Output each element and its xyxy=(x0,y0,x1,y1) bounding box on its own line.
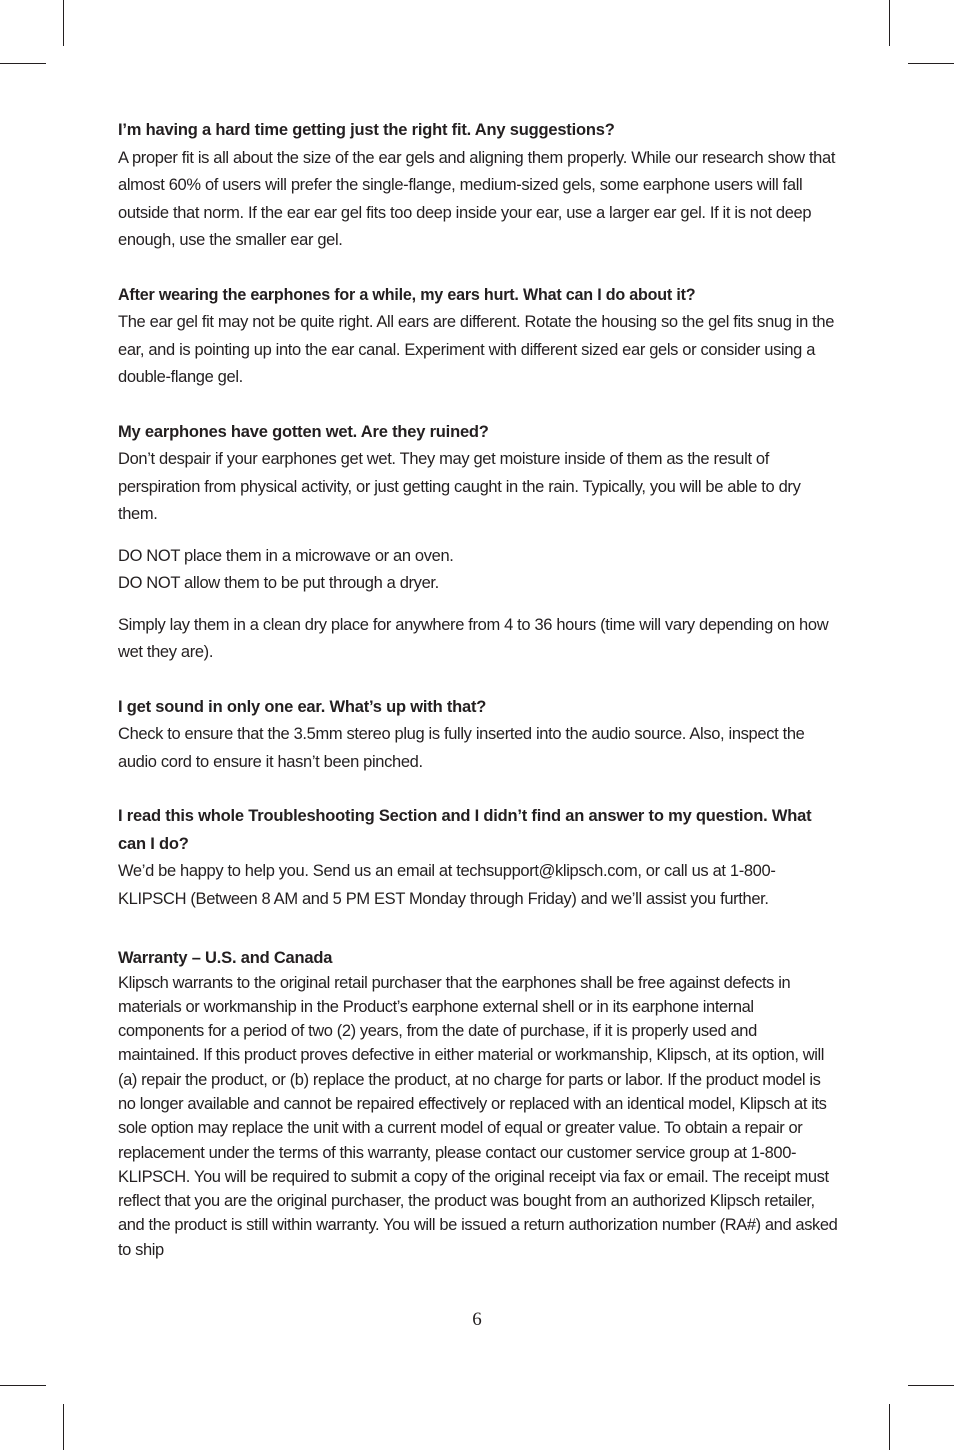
warning-line: DO NOT allow them to be put through a dryer. xyxy=(118,574,439,592)
faq-wet xyxy=(118,419,840,667)
page-content xyxy=(118,117,840,1262)
faq-fit xyxy=(118,117,840,255)
faq-answer: We’d be happy to help you. Send us an email at techsupport@klipsch.com, or call us at 1-800-KLIPSCH (Between 8 AM and 5 PM EST Monday through Friday) and we’ll assist you further. xyxy=(118,862,776,908)
warranty-section xyxy=(118,946,840,1262)
faq-no-answer xyxy=(118,803,840,913)
crop-mark-bottom-right-vertical xyxy=(889,1404,890,1450)
warranty-body: Klipsch warrants to the original retail purchaser that the earphones shall be free against defects in materials or workmanship in the Product’s earphone external shell or in its earphone internal components for a period of two (2) years, from the date of purchase, if it is properly used and maintained. If this product proves defective in either material or workmanship, Klipsch, at its option, will (a) repair the product, or (b) replace the product, at no charge for parts or labor. If the product model is no longer available and cannot be repaired effectively or replaced with an identical model, Klipsch at its sole option may replace the unit with a current model of equal or greater value. To obtain a repair or replacement under the terms of this warranty, please contact our customer service group at 1-800-KLIPSCH. You will be required to submit a copy of the original receipt via fax or email. The receipt must reflect that you are the original purchaser, the product was bought from an authorized Klipsch retailer, and the product is still within warranty. You will be issued a return authorization number (RA#) and asked to ship xyxy=(118,973,838,1259)
crop-mark-top-right-vertical xyxy=(889,0,890,46)
faq-ears-hurt xyxy=(118,282,840,392)
faq-answer: Simply lay them in a clean dry place for anywhere from 4 to 36 hours (time will vary depending on how wet they are). xyxy=(118,615,829,661)
crop-mark-top-right-horizontal xyxy=(908,63,954,64)
crop-mark-top-left-vertical xyxy=(63,0,64,46)
faq-answer: Don’t despair if your earphones get wet. They may get moisture inside of them as the result of perspiration from physical activity, or just getting caught in the rain. Typically, you will be able to dry them. xyxy=(118,450,801,523)
faq-answer: A proper fit is all about the size of the ear gels and aligning them properly. While our research show that almost 60% of users will prefer the single-flange, medium-sized gels, some earphone users will fall outside that norm. If the ear ear gel fits too deep inside your ear, use a larger ear gel. If it is not deep enough, use the smaller ear gel. xyxy=(118,148,836,249)
crop-mark-bottom-left-horizontal xyxy=(0,1385,46,1386)
crop-mark-top-left-horizontal xyxy=(0,63,46,64)
crop-mark-bottom-right-horizontal xyxy=(908,1385,954,1386)
faq-answer: The ear gel fit may not be quite right. All ears are different. Rotate the housing so the gel fits snug in the ear, and is pointing up into the ear canal. Experiment with different sized ear gels or consider using a double-flange gel. xyxy=(118,313,835,386)
faq-question: I’m having a hard time getting just the right fit. Any suggestions? xyxy=(118,121,615,139)
warranty-heading: Warranty – U.S. and Canada xyxy=(118,949,333,967)
faq-warnings xyxy=(118,543,840,598)
page-number: 6 xyxy=(472,1309,482,1330)
crop-mark-bottom-left-vertical xyxy=(63,1404,64,1450)
faq-question: I read this whole Troubleshooting Section and I didn’t find an answer to my question. What can I do? xyxy=(118,807,812,853)
faq-answer: Check to ensure that the 3.5mm stereo plug is fully inserted into the audio source. Also, inspect the audio cord to ensure it hasn’t been pinched. xyxy=(118,725,805,771)
faq-question: After wearing the earphones for a while, my ears hurt. What can I do about it? xyxy=(118,285,696,304)
faq-one-ear xyxy=(118,694,840,777)
faq-question: My earphones have gotten wet. Are they ruined? xyxy=(118,422,489,441)
warning-line: DO NOT place them in a microwave or an oven. xyxy=(118,546,454,565)
faq-question: I get sound in only one ear. What’s up with that? xyxy=(118,697,487,716)
